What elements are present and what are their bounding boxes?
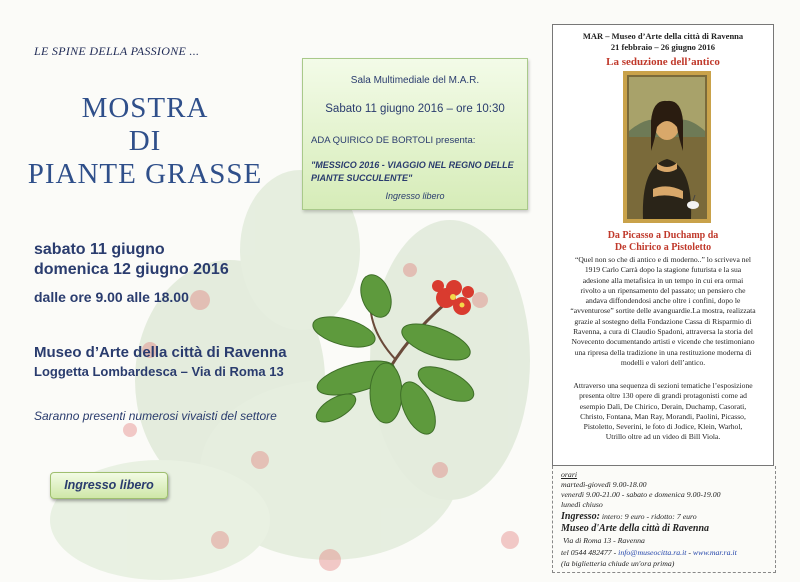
artists-line: Utrillo oltre ad un video di Bill Viola.: [605, 432, 721, 442]
description-line: Novecento documentando artisti e vicende che testimoniano: [571, 337, 755, 347]
description-line: rivolto a un ripensamento del passato; un pensiero che: [580, 285, 746, 295]
visitor-info: [552, 466, 776, 573]
page-title: [0, 92, 290, 191]
panel-header: [553, 31, 773, 53]
description-line: andava diffondendosi anche oltre i confini, dopo le: [585, 296, 741, 306]
info-address: Via di Roma 13 - Ravenna: [563, 536, 645, 545]
event-box: [302, 58, 528, 210]
description-line: grazie al sostegno della Fondazione Cassa di Risparmio di: [574, 316, 752, 326]
description-line: Ravenna, a cura di Claudio Spadoni, attraversa la storia del: [573, 327, 753, 337]
artists-line: presenta oltre 130 opere di grandi protagonisti come ad: [579, 391, 747, 401]
event-datetime: Sabato 11 giugno 2016 – ore 10:30: [325, 103, 505, 115]
euphorbia-plant-illustration: [296, 268, 500, 448]
panel-header-dates: 21 febbraio – 26 giugno 2016: [610, 42, 716, 52]
event-talk-title: "MESSICO 2016 - VIAGGIO NEL REGNO DELLE PIANTE SUCCULENTE": [311, 160, 514, 183]
hours-closed: lunedì chiuso: [561, 500, 603, 509]
event-dates: [34, 240, 229, 280]
hours-weekdays: martedì-giovedì 9.00-18.00: [561, 480, 647, 489]
artists-line: esempio Dalì, De Chirico, Derain, Duchamp, Casorati,: [579, 401, 747, 411]
opening-hours: dalle ore 9.00 alle 18.00: [34, 289, 189, 305]
exhibit-subtitle-line: Da Picasso a Duchamp da: [607, 230, 719, 241]
ingresso-prices: intero: 9 euro - ridotto: 7 euro: [599, 512, 697, 521]
panel-header-museum: MAR – Museo d’Arte della città di Ravenna: [582, 31, 744, 41]
ingresso-line: [561, 511, 697, 522]
exhibit-subtitle-line: De Chirico a Pistoletto: [614, 242, 712, 253]
title-line: MOSTRA: [81, 92, 209, 124]
description-line: 1919 Carlo Carrà dopo la stagione futurista e la sua: [584, 265, 742, 275]
museum-name: Museo d’Arte della città di Ravenna: [34, 344, 287, 361]
description-line: adesione alla metafisica in un tempo in cui era ormai: [582, 275, 744, 285]
tel: tel 0544 482477 -: [561, 548, 619, 557]
email-link[interactable]: info@museocitta.ra.it: [618, 548, 687, 557]
date-sunday: domenica 12 giugno 2016: [34, 261, 229, 278]
hours-weekend: venerdì 9.00-21.00 - sabato e domenica 9.00-19.00: [561, 490, 721, 499]
subtitle: LE SPINE DELLA PASSIONE ...: [34, 44, 200, 58]
separator: -: [686, 548, 693, 557]
museum-address: Loggetta Lombardesca – Via di Roma 13: [34, 364, 284, 379]
ticket-office-note: (la biglietteria chiude un'ora prima): [561, 559, 675, 568]
event-entry: Ingresso libero: [385, 191, 445, 201]
description-line: “Quel non so che di antico e di moderno..” lo scriveva nel: [574, 255, 752, 264]
orari-label: orari: [561, 470, 578, 479]
exhibition-panel: [552, 24, 774, 466]
artists-line: Pistoletto, Severini, le foto di Jodice, Klein, Warhol,: [583, 422, 743, 432]
website-link[interactable]: www.mar.ra.it: [692, 548, 737, 557]
event-presenter: ADA QUIRICO DE BORTOLI presenta:: [311, 135, 476, 146]
info-museum: Museo d'Arte della città di Ravenna: [561, 523, 710, 534]
date-saturday: sabato 11 giugno: [34, 241, 165, 258]
vivaisti-note: Saranno presenti numerosi vivaisti del settore: [34, 409, 277, 423]
contact-line: [561, 548, 737, 557]
description-line: modelli e valori dell’antico.: [620, 357, 706, 367]
exhibit-description: [561, 255, 765, 368]
title-line: PIANTE GRASSE: [27, 158, 263, 190]
event-room: Sala Multimediale del M.A.R.: [350, 75, 480, 86]
artists-line: Attraverso una sequenza di sezioni tematiche l’esposizione: [573, 381, 753, 390]
ingresso-label: Ingresso:: [561, 511, 600, 522]
title-line: DI: [128, 125, 162, 157]
exhibit-subtitle: [553, 230, 773, 254]
description-line: “avventurose” sortite delle avanguardie.La mostra, realizzata: [570, 306, 756, 316]
mona-lisa-painting: [623, 71, 711, 223]
description-line: una ripresa della tradizione in una restituzione moderna di: [574, 347, 752, 357]
free-entry-button[interactable]: Ingresso libero: [50, 472, 168, 499]
artists-line: Christo, Fontana, Man Ray, Morandi, Paolini, Picasso,: [580, 411, 746, 421]
exhibit-artists: [561, 381, 765, 443]
exhibit-title: La seduzione dell’antico: [606, 56, 720, 68]
